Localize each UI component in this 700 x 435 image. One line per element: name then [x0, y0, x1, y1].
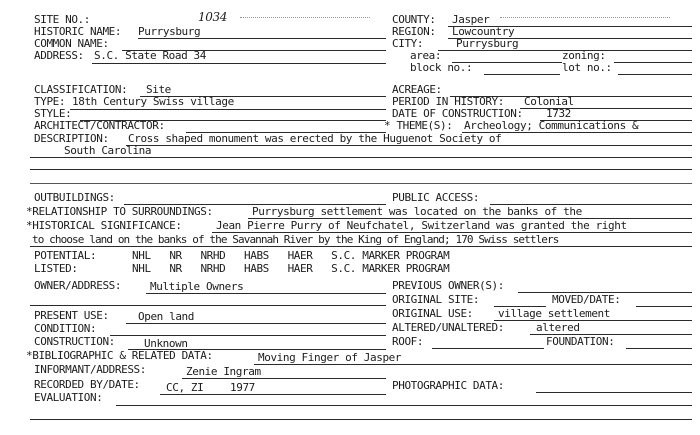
lot-label: lot no.: [562, 61, 612, 74]
site-no-label: SITE NO.: [34, 13, 91, 26]
description-underline-1 [126, 145, 692, 146]
informant-label: INFORMANT/ADDRESS: [34, 363, 147, 376]
description-underline-2 [30, 157, 692, 158]
date-label: DATE OF CONSTRUCTION: [392, 107, 523, 120]
evaluation-line [116, 405, 692, 406]
photographic-label: PHOTOGRAPHIC DATA: [392, 379, 505, 392]
roof-line [432, 348, 544, 349]
evaluation-label: EVALUATION: [34, 391, 103, 404]
listed-options: NHL NR NRHD HABS HAER S.C. MARKER PROGRAM [132, 262, 450, 275]
relationship-value: Purrysburg settlement was located on the banks of the [252, 205, 582, 218]
listed-label: LISTED: [34, 262, 78, 275]
description-line1: Cross shaped monument was erected by the Huguenot Society of [128, 132, 502, 145]
original-use-label: ORIGINAL USE: [392, 307, 473, 320]
description-label: DESCRIPTION: [34, 132, 109, 145]
lot-line [618, 74, 692, 75]
condition-label: CONDITION: [34, 322, 97, 335]
significance-line2: to choose land on the banks of the Savannah River by the King of England; 170 Swiss settlers [32, 233, 559, 246]
relationship-label: *RELATIONSHIP TO SURROUNDINGS: [26, 205, 213, 218]
bibliographic-line [254, 364, 692, 365]
description-line2: South Carolina [64, 144, 152, 157]
region-value: Lowcountry [452, 25, 515, 38]
photographic-line [536, 392, 692, 393]
significance-label: *HISTORICAL SIGNIFICANCE: [26, 219, 182, 232]
type-label: TYPE: [34, 95, 66, 108]
classification-value: Site [146, 83, 171, 96]
historic-name-value: Purrysburg [138, 25, 201, 38]
bibliographic-value: Moving Finger of Jasper [258, 351, 402, 364]
foundation-line [626, 348, 692, 349]
zoning-line [614, 62, 692, 63]
section-divider [30, 183, 692, 184]
type-line [70, 109, 386, 110]
public-access-label: PUBLIC ACCESS: [392, 191, 480, 204]
evaluation-line-2 [30, 419, 692, 420]
theme-value: Archeology; Communications & [464, 119, 639, 132]
county-label: COUNTY: [392, 13, 436, 26]
theme-label: * THEME(S): [384, 119, 453, 132]
roof-label: ROOF: [392, 335, 424, 348]
present-use-line [126, 323, 386, 324]
owner-line-2 [30, 305, 386, 306]
bibliographic-label: *BIBLIOGRAPHIC & RELATED DATA: [26, 349, 213, 362]
description-underline-3 [30, 169, 692, 170]
area-label: area: [410, 49, 442, 62]
significance-underline-2 [30, 246, 692, 247]
original-site-label: ORIGINAL SITE: [392, 293, 480, 306]
significance-line1: Jean Pierre Purry of Neufchatel, Switzerland was granted the right [216, 219, 627, 232]
block-label: block no.: [410, 61, 473, 74]
potential-label: POTENTIAL: [34, 249, 97, 262]
recorded-label: RECORDED BY/DATE: [34, 378, 140, 391]
address-line [92, 63, 386, 64]
present-use-label: PRESENT USE: [34, 309, 109, 322]
county-value: Jasper [452, 13, 490, 26]
type-value: 18th Century Swiss village [72, 95, 234, 108]
region-label: REGION: [392, 25, 436, 38]
common-name-label: COMMON NAME: [34, 37, 109, 50]
previous-owner-label: PREVIOUS OWNER(S): [392, 279, 505, 292]
altered-value: altered [536, 321, 580, 334]
original-use-value: village settlement [498, 307, 611, 320]
historic-name-line [138, 38, 386, 39]
construction-label: CONSTRUCTION: [34, 335, 115, 348]
outbuildings-label: OUTBUILDINGS: [34, 191, 115, 204]
style-label: STYLE: [34, 107, 72, 120]
altered-label: ALTERED/UNALTERED: [392, 321, 505, 334]
acreage-label: ACREAGE: [392, 83, 442, 96]
foundation-label: FOUNDATION: [546, 335, 615, 348]
zoning-label: zoning: [562, 49, 606, 62]
owner-label: OWNER/ADDRESS: [34, 279, 122, 292]
moved-label: MOVED/DATE: [552, 293, 621, 306]
theme-line [462, 132, 692, 133]
recorded-line [160, 394, 386, 395]
moved-line [636, 306, 692, 307]
period-value: Colonial [524, 95, 574, 108]
dotted-rule [240, 17, 370, 18]
classification-label: CLASSIFICATION: [34, 83, 128, 96]
address-value: S.C. State Road 34 [94, 49, 207, 62]
potential-options: NHL NR NRHD HABS HAER S.C. MARKER PROGRAM [132, 249, 450, 262]
present-use-value: Open land [138, 310, 195, 323]
owner-value: Multiple Owners [150, 280, 244, 293]
date-value: 1732 [546, 107, 571, 120]
recorded-year: 1977 [230, 381, 255, 394]
architect-label: ARCHITECT/CONTRACTOR: [34, 119, 165, 132]
construction-value: Unknown [144, 337, 188, 350]
condition-line [110, 335, 386, 336]
city-value: Purrysburg [456, 37, 519, 50]
site-no-value: 1034 [198, 10, 227, 24]
historic-name-label: HISTORIC NAME: [34, 25, 122, 38]
dotted-rule [500, 17, 670, 18]
owner-line [146, 293, 386, 294]
informant-line [182, 378, 386, 379]
period-label: PERIOD IN HISTORY: [392, 95, 505, 108]
original-use-line [494, 320, 692, 321]
block-line [484, 74, 560, 75]
informant-value: Zenie Ingram [186, 365, 261, 378]
recorded-by: CC, ZI [166, 381, 204, 394]
city-label: CITY: [392, 37, 424, 50]
address-label: ADDRESS: [34, 49, 84, 62]
